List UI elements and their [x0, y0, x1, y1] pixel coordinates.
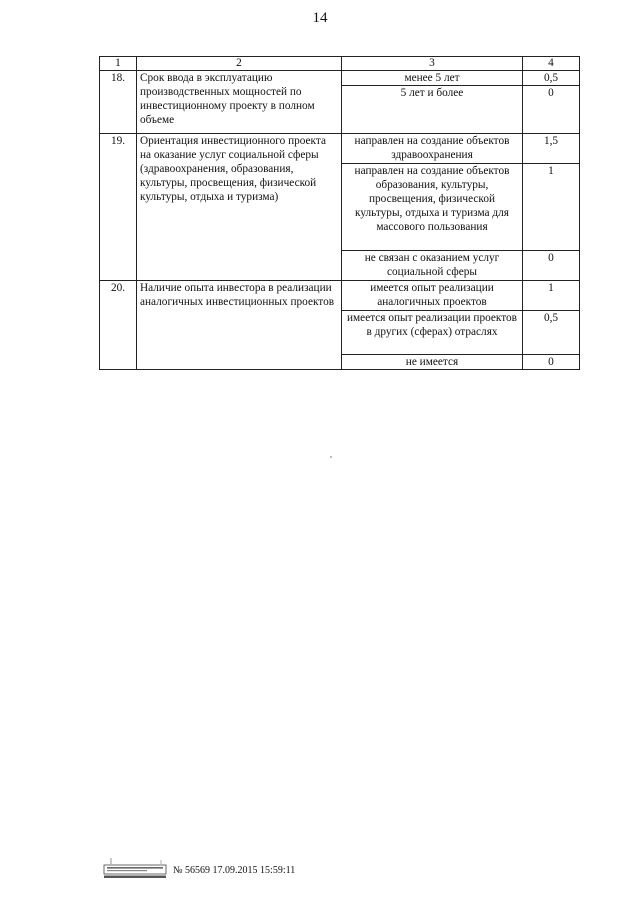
- score-cell: 0,5: [523, 311, 580, 355]
- score-cell: 1: [523, 281, 580, 311]
- column-header: 4: [523, 57, 580, 71]
- table-row: [100, 281, 580, 311]
- criterion-text: Наличие опыта инвестора в реализации аналогичных инвестиционных проектов: [137, 281, 342, 370]
- page-number: 14: [312, 10, 328, 26]
- table-row: [100, 71, 580, 86]
- score-cell: 0: [523, 86, 580, 134]
- condition-cell: имеется опыт реализации проектов в других (сферах) отраслях: [342, 311, 523, 355]
- condition-cell: направлен на создание объектов здравоохранения: [342, 134, 523, 164]
- score-cell: 1: [523, 164, 580, 251]
- table-row: [100, 134, 580, 164]
- criteria-table: [99, 56, 580, 370]
- table-header-row: [100, 57, 580, 71]
- condition-cell: менее 5 лет: [342, 71, 523, 86]
- row-number: 20.: [100, 281, 137, 370]
- registration-stamp: [103, 856, 295, 880]
- criterion-text: Ориентация инвестиционного проекта на оказание услуг социальной сферы (здравоохранения, образования, культуры, просвещения, физической культуры, отдыха и туризма): [137, 134, 342, 281]
- score-cell: 0: [523, 355, 580, 370]
- score-cell: 0,5: [523, 71, 580, 86]
- registration-number: № 56569 17.09.2015 15:59:11: [173, 865, 296, 876]
- column-header: 1: [100, 57, 137, 71]
- condition-cell: имеется опыт реализации аналогичных проектов: [342, 281, 523, 311]
- column-header: 2: [137, 57, 342, 71]
- condition-cell: 5 лет и более: [342, 86, 523, 134]
- column-header: 3: [342, 57, 523, 71]
- row-number: 19.: [100, 134, 137, 281]
- scan-speck: [330, 456, 332, 458]
- score-cell: 1,5: [523, 134, 580, 164]
- condition-cell: не связан с оказанием услуг социальной сферы: [342, 251, 523, 281]
- criterion-text: Срок ввода в эксплуатацию производственных мощностей по инвестиционному проекту в полном объеме: [137, 71, 342, 134]
- row-number: 18.: [100, 71, 137, 134]
- stamp-logo-icon: [103, 856, 167, 880]
- score-cell: 0: [523, 251, 580, 281]
- condition-cell: направлен на создание объектов образования, культуры, просвещения, физической культуры, отдыха и туризма для массового пользования: [342, 164, 523, 251]
- condition-cell: не имеется: [342, 355, 523, 370]
